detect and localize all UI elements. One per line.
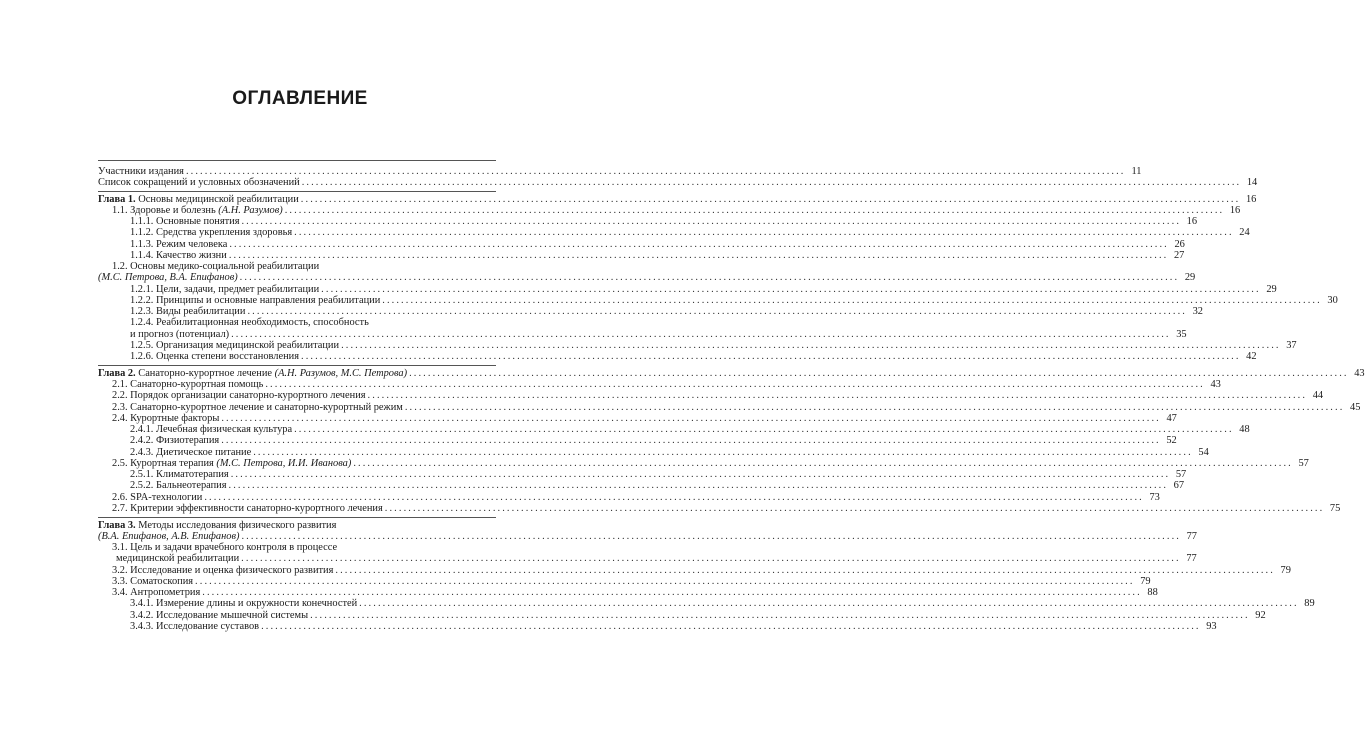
toc-entry-title: 2.7. Критерии эффективности санаторно-курортного лечения (112, 502, 383, 514)
toc-entry-title: 1.2. Основы медико-социальной реабилитации (112, 261, 320, 272)
toc-entry-title: 3.1. Цель и задачи врачебного контроля в процессе (112, 542, 338, 553)
toc-entry[interactable] (98, 249, 1185, 261)
toc-entry[interactable] (98, 424, 1250, 435)
leader-dots: ........................................................................................................................................................................................................ (265, 379, 1205, 390)
table-of-contents (98, 157, 1365, 632)
toc-entry-title: 2.6. SPA-технологии (112, 491, 203, 503)
toc-entry[interactable] (98, 379, 1221, 390)
leader-dots: ........................................................................................................................................................................................................ (221, 435, 1161, 447)
toc-entry-title: 3.4.2. Исследование мышечной системы (130, 609, 309, 621)
toc-page-number: 57 (1175, 469, 1187, 480)
toc-entry-title: 2.5.1. Климатотерапия (130, 469, 229, 480)
toc-entry-title: 3.3. Соматоскопия (112, 575, 194, 587)
toc-page-number: 73 (1149, 491, 1160, 503)
leader-dots: ........................................................................................................................................................................................................ (228, 480, 1169, 492)
toc-entry-title: 1.2.1. Цели, задачи, предмет реабилитации (130, 283, 320, 295)
toc-entry-title: 3.2. Исследование и оценка физического развития (112, 564, 334, 576)
toc-entry[interactable] (98, 609, 1266, 621)
toc-entry[interactable] (98, 204, 1241, 216)
toc-page-number: 89 (1304, 598, 1315, 610)
toc-page-number: 77 (1186, 530, 1197, 542)
toc-entry[interactable] (98, 457, 1309, 469)
chapter-divider (98, 191, 496, 192)
toc-page-number: 45 (1350, 401, 1361, 413)
toc-page-number: 35 (1176, 328, 1187, 340)
toc-entry-title: 1.1. Здоровье и болезнь (А.Н. Разумов) (112, 204, 283, 216)
toc-entry-title: Глава 1. Основы медицинской реабилитации (98, 193, 299, 205)
leader-dots: ........................................................................................................................................................................................................ (241, 553, 1181, 565)
toc-entry[interactable] (98, 261, 496, 272)
leader-dots: ........................................................................................................................................................................................................ (231, 328, 1171, 340)
toc-entry-title: (В.А. Епифанов, А.В. Епифанов) (98, 530, 240, 542)
leader-dots: ........................................................................................................................................................................................................ (221, 412, 1161, 424)
toc-entry[interactable] (98, 306, 1203, 317)
leader-dots: ........................................................................................................................................................................................................ (409, 367, 1349, 379)
leader-dots: ........................................................................................................................................................................................................ (301, 351, 1241, 362)
toc-entry-title: 1.1.1. Основные понятия (130, 216, 240, 227)
toc-entry[interactable] (98, 587, 1158, 598)
toc-entry[interactable] (98, 480, 1185, 492)
toc-entry-title: 2.5.2. Бальнеотерапия (130, 480, 227, 492)
leader-dots: ........................................................................................................................................................................................................ (301, 176, 1242, 188)
toc-page-number: 43 (1354, 367, 1365, 379)
leader-dots: ........................................................................................................................................................................................................ (310, 609, 1250, 621)
toc-entry[interactable] (98, 283, 1277, 295)
toc-page-number: 42 (1246, 351, 1257, 362)
toc-entry-title: 1.1.2. Средства укрепления здоровья (130, 227, 293, 239)
leader-dots: ........................................................................................................................................................................................................ (204, 491, 1144, 503)
leader-dots: ........................................................................................................................................................................................................ (300, 193, 1241, 205)
toc-entry[interactable] (98, 367, 1365, 379)
toc-entry[interactable] (98, 227, 1250, 239)
toc-entry[interactable] (98, 502, 1341, 514)
toc-entry-title: 2.2. Порядок организации санаторно-курортного лечения (112, 390, 366, 402)
toc-page-number: 75 (1329, 502, 1341, 514)
leader-dots: ........................................................................................................................................................................................................ (294, 227, 1234, 239)
leader-dots: ........................................................................................................................................................................................................ (404, 401, 1345, 413)
toc-entry[interactable] (98, 216, 1198, 227)
leader-dots: ........................................................................................................................................................................................................ (228, 249, 1169, 261)
toc-entry-title: (М.С. Петрова, В.А. Епифанов) (98, 272, 238, 284)
toc-page-number: 67 (1173, 480, 1185, 492)
leader-dots: ........................................................................................................................................................................................................ (341, 339, 1281, 351)
toc-entry-title: Глава 2. Санаторно-курортное лечение (А.Н. Разумов, М.С. Петрова) (98, 367, 408, 379)
leader-dots: ........................................................................................................................................................................................................ (230, 469, 1171, 480)
toc-entry-title: 2.4.1. Лечебная физическая культура (130, 424, 293, 435)
toc-entry-title: 1.2.3. Виды реабилитации (130, 306, 246, 317)
toc-page-number: 79 (1280, 564, 1291, 576)
toc-page-number: 79 (1140, 575, 1151, 587)
toc-entry-title: 3.4.3. Исследование суставов (130, 620, 260, 632)
toc-entry[interactable] (98, 491, 1160, 503)
toc-entry[interactable] (98, 390, 1324, 402)
leader-dots: ........................................................................................................................................................................................................ (367, 390, 1308, 402)
toc-entry-title: 1.1.3. Режим человека (130, 238, 228, 250)
toc-entry[interactable] (98, 339, 1297, 351)
toc-entry-title: 1.2.6. Оценка степени восстановления (130, 351, 299, 362)
toc-entry-title: Список сокращений и условных обозначений (98, 176, 300, 188)
toc-page-number: 24 (1239, 227, 1250, 239)
leader-dots: ........................................................................................................................................................................................................ (294, 424, 1234, 435)
toc-entry[interactable] (98, 598, 1315, 610)
chapter-divider (98, 365, 496, 366)
toc-entry[interactable] (98, 564, 1291, 576)
toc-entry[interactable] (98, 193, 1257, 205)
toc-entry[interactable] (98, 412, 1177, 424)
toc-page-number: 88 (1147, 587, 1158, 598)
leader-dots: ........................................................................................................................................................................................................ (384, 502, 1325, 514)
toc-page-number: 93 (1206, 620, 1217, 632)
toc-entry[interactable] (98, 530, 1197, 542)
toc-entry-title: 2.5. Курортная терапия (М.С. Петрова, И.И. Иванова) (112, 457, 352, 469)
toc-page-number: 26 (1174, 238, 1185, 250)
toc-page-number: 32 (1192, 306, 1203, 317)
leader-dots: ........................................................................................................................................................................................................ (321, 283, 1261, 295)
toc-page-number: 47 (1166, 412, 1177, 424)
toc-entry[interactable] (98, 328, 1187, 340)
toc-entry[interactable] (98, 317, 496, 328)
toc-entry-title: и прогноз (потенциал) (130, 328, 230, 340)
toc-entry[interactable] (98, 176, 1258, 188)
toc-page-number: 29 (1266, 283, 1277, 295)
toc-entry[interactable] (98, 620, 1217, 632)
toc-entry[interactable] (98, 446, 1209, 458)
toc-entry[interactable] (98, 469, 1187, 480)
toc-page-number: 77 (1186, 553, 1197, 565)
toc-entry-title: 3.4. Антропометрия (112, 587, 201, 598)
toc-entry[interactable] (98, 238, 1185, 250)
leader-dots: ........................................................................................................................................................................................................ (382, 294, 1322, 306)
leader-dots: ........................................................................................................................................................................................................ (335, 564, 1275, 576)
leader-dots: ........................................................................................................................................................................................................ (261, 620, 1201, 632)
toc-entry-title: Участники издания (98, 165, 184, 177)
page-title: ОГЛАВЛЕНИЕ (232, 88, 368, 109)
toc-page-number: 30 (1327, 294, 1338, 306)
leader-dots: ........................................................................................................................................................................................................ (185, 165, 1126, 177)
toc-entry-title: 2.3. Санаторно-курортное лечение и санаторно-курортный режим (112, 401, 403, 413)
leader-dots: ........................................................................................................................................................................................................ (247, 306, 1187, 317)
toc-entry-title: медицинской реабилитации (116, 553, 240, 565)
toc-entry-title: 1.1.4. Качество жизни (130, 249, 227, 261)
toc-entry-title: 3.4.1. Измерение длины и окружности конечностей (130, 598, 358, 610)
toc-page-number: 16 (1229, 204, 1241, 216)
toc-page-number: 54 (1198, 446, 1209, 458)
leader-dots: ........................................................................................................................................................................................................ (229, 238, 1169, 250)
toc-entry-title: 1.2.5. Организация медицинской реабилитации (130, 339, 340, 351)
toc-entry[interactable] (98, 542, 496, 553)
leader-dots: ........................................................................................................................................................................................................ (241, 216, 1182, 227)
toc-entry-title: 2.4.3. Диетическое питание (130, 446, 252, 458)
toc-page-number: 43 (1210, 379, 1221, 390)
toc-entry-title: 2.1. Санаторно-курортная помощь (112, 379, 264, 390)
toc-page-number: 11 (1131, 165, 1142, 177)
toc-page-number: 37 (1286, 339, 1297, 351)
toc-page-number: 92 (1255, 609, 1266, 621)
toc-entry[interactable] (98, 435, 1177, 447)
leader-dots: ........................................................................................................................................................................................................ (241, 530, 1181, 542)
toc-entry[interactable] (98, 520, 496, 531)
toc-entry[interactable] (98, 165, 1142, 177)
toc-entry[interactable] (98, 401, 1361, 413)
toc-entry-title: 2.4.2. Физиотерапия (130, 435, 220, 447)
leader-dots: ........................................................................................................................................................................................................ (195, 575, 1135, 587)
toc-page-number: 27 (1173, 249, 1185, 261)
toc-entry-title: Глава 3. Методы исследования физического развития (98, 519, 337, 531)
toc-entry[interactable] (98, 553, 1197, 565)
toc-page-number: 48 (1239, 424, 1250, 435)
toc-entry[interactable] (98, 272, 1196, 284)
toc-page-number: 29 (1184, 272, 1196, 284)
leader-dots: ........................................................................................................................................................................................................ (239, 272, 1180, 284)
toc-entry-title: 1.2.2. Принципы и основные направления реабилитации (130, 294, 381, 306)
toc-entry[interactable] (98, 294, 1338, 306)
chapter-divider (98, 517, 496, 518)
toc-page-number: 57 (1298, 457, 1309, 469)
toc-entry-title: 1.2.4. Реабилитационная необходимость, способность (130, 317, 369, 329)
leader-dots: ........................................................................................................................................................................................................ (202, 587, 1142, 598)
top-divider (98, 160, 496, 161)
toc-page-number: 14 (1246, 176, 1258, 188)
leader-dots: ........................................................................................................................................................................................................ (359, 598, 1299, 610)
toc-page-number: 52 (1166, 435, 1177, 447)
toc-entry-title: 2.4. Курортные факторы (112, 412, 220, 424)
toc-page-number: 16 (1245, 193, 1257, 205)
toc-page-number: 16 (1186, 216, 1198, 227)
leader-dots: ........................................................................................................................................................................................................ (284, 204, 1225, 216)
leader-dots: ........................................................................................................................................................................................................ (253, 446, 1193, 458)
leader-dots: ........................................................................................................................................................................................................ (353, 457, 1293, 469)
toc-entry[interactable] (98, 351, 1257, 362)
toc-page-number: 44 (1312, 390, 1324, 402)
toc-entry[interactable] (98, 575, 1151, 587)
